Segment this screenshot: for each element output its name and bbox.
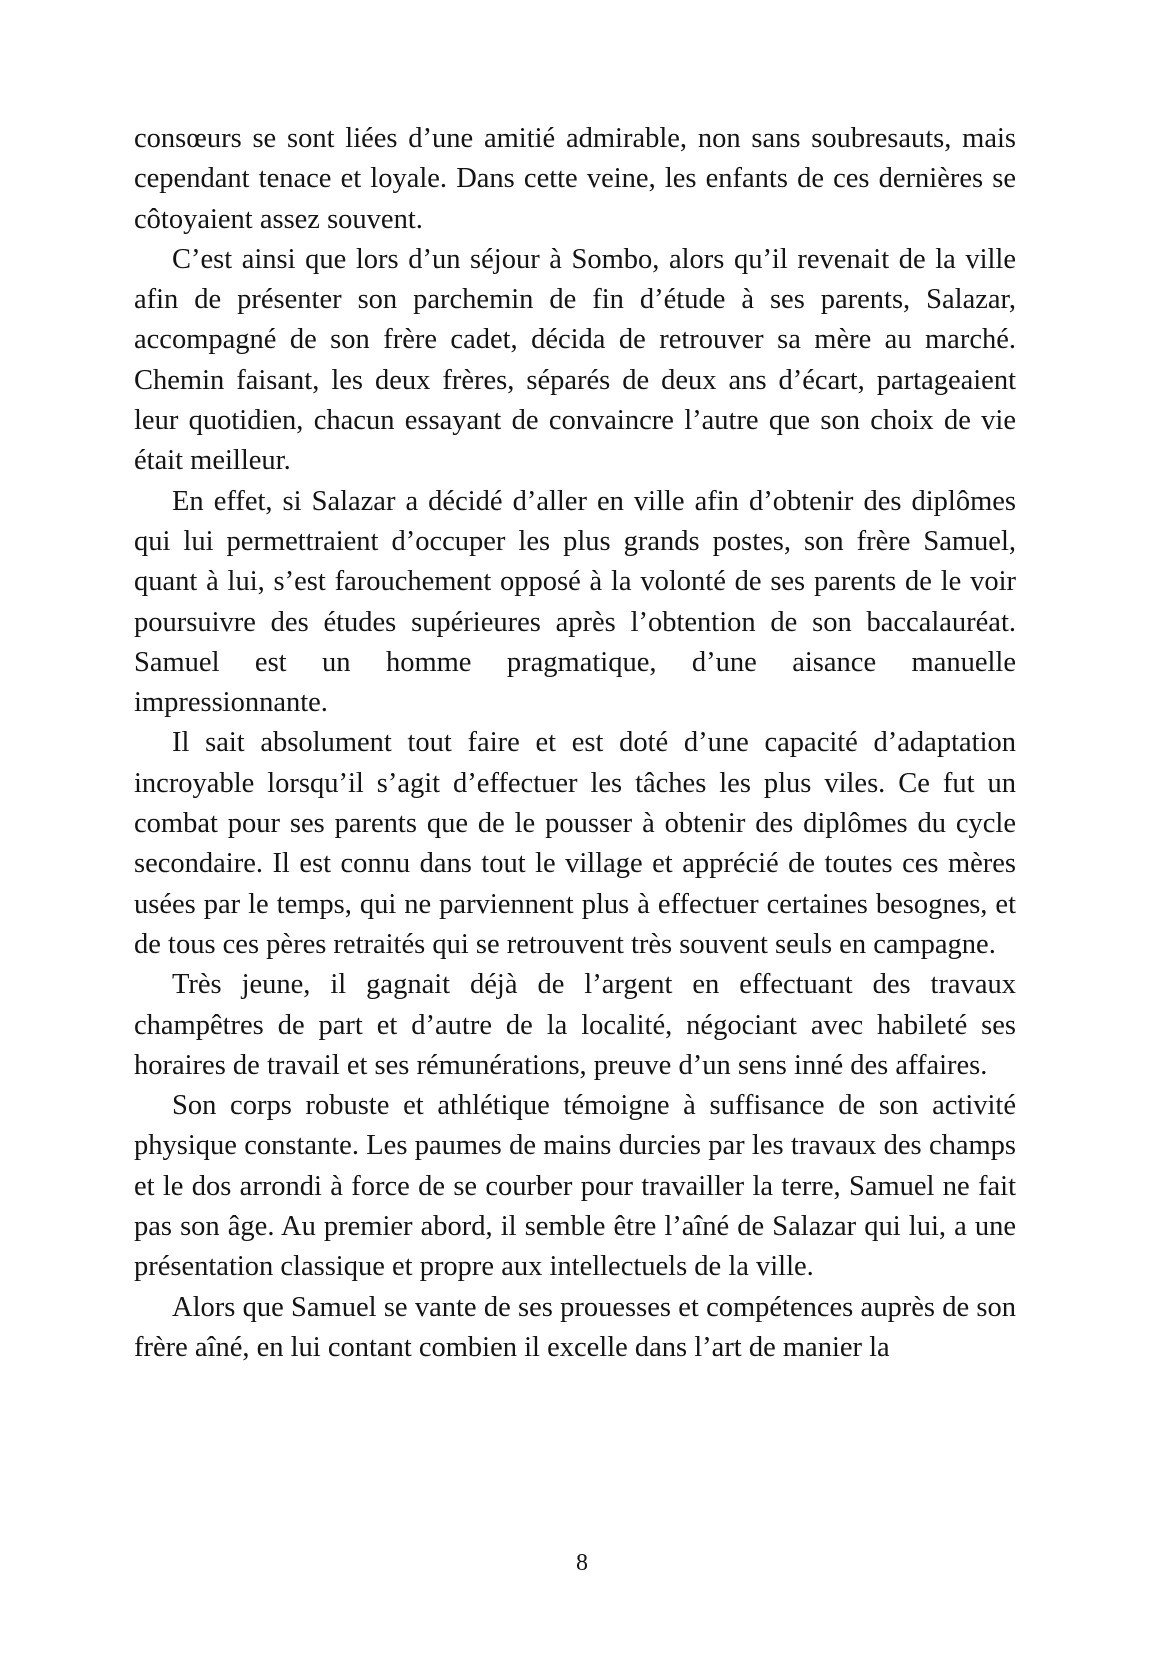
body-text — [134, 119, 1016, 1368]
paragraph: C’est ainsi que lors d’un séjour à Sombo, alors qu’il revenait de la ville afin de présenter son parchemin de fin d’étude à ses parents, Salazar, accompagné de son frère cadet, décida de retrouver sa mère au marché. Chemin faisant, les deux frères, séparés de deux ans d’écart, partageaient leur quotidien, chacun essayant de convaincre l’autre que son choix de vie était meilleur. — [134, 243, 1016, 477]
paragraph: consœurs se sont liées d’une amitié admirable, non sans soubresauts, mais cependant tenace et loyale. Dans cette veine, les enfants de ces dernières se côtoyaient assez souvent. — [134, 123, 1016, 235]
paragraph: En effet, si Salazar a décidé d’aller en ville afin d’obtenir des diplômes qui lui permettraient d’occuper les plus grands postes, son frère Samuel, quant à lui, s’est farouchement opposé à la volonté de ses parents de le voir poursuivre des études supérieures après l’obtention de son baccalauréat. Samuel est un homme pragmatique, d’une aisance manuelle impressionnante. — [134, 485, 1016, 719]
paragraph: Son corps robuste et athlétique témoigne à suffisance de son activité physique constante. Les paumes de mains durcies par les travaux des champs et le dos arrondi à force de se courber pour travailler la terre, Samuel ne fait pas son âge. Au premier abord, il semble être l’aîné de Salazar qui lui, a une présentation classique et propre aux intellectuels de la ville. — [134, 1090, 1016, 1283]
paragraph: Alors que Samuel se vante de ses prouesses et compétences auprès de son frère aîné, en lui contant combien il excelle dans l’art de manier la — [134, 1291, 1016, 1363]
paragraph: Très jeune, il gagnait déjà de l’argent en effectuant des travaux champêtres de part et d’autre de la localité, négociant avec habileté ses horaires de travail et ses rémunérations, preuve d’un sens inné des affaires. — [134, 969, 1016, 1081]
paragraph: Il sait absolument tout faire et est doté d’une capacité d’adaptation incroyable lorsqu’il s’agit d’effectuer les tâches les plus viles. Ce fut un combat pour ses parents que de le pousser à obtenir des diplômes du cycle secondaire. Il est connu dans tout le village et apprécié de toutes ces mères usées par le temps, qui ne parviennent plus à effectuer certaines besognes, et de tous ces pères retraités qui se retrouvent très souvent seuls en campagne. — [134, 727, 1016, 960]
page-number: 8 — [576, 1550, 588, 1576]
